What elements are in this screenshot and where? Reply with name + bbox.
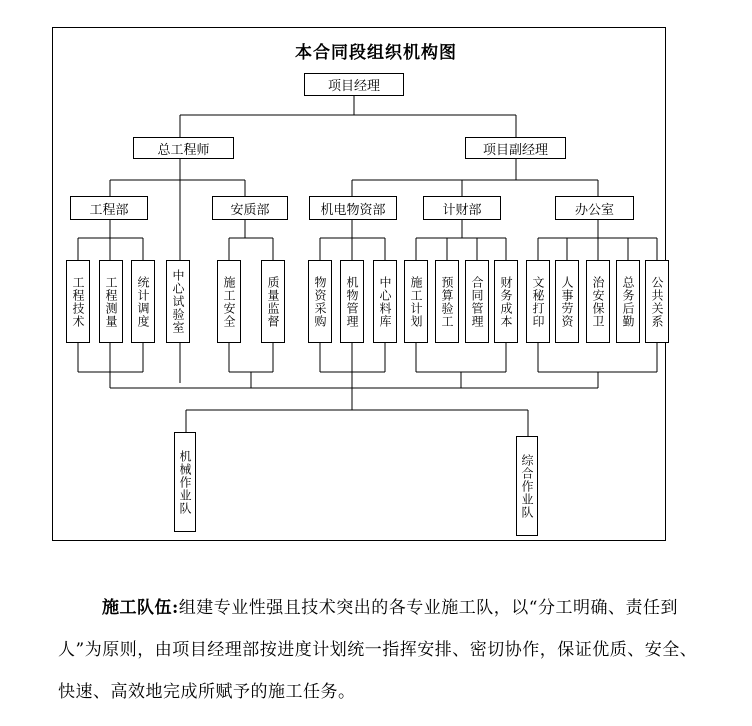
unit-security — [586, 260, 610, 343]
unit-label: 治安保卫 — [591, 275, 605, 328]
unit-central-warehouse — [373, 260, 397, 343]
unit-label: 文秘打印 — [531, 275, 545, 328]
unit-equipment-mgmt — [340, 260, 364, 343]
unit-engineering-tech — [66, 260, 90, 343]
team-label: 机械作业队 — [178, 449, 192, 515]
diagram-title: 本合同段组织机构图 — [295, 43, 457, 63]
paragraph-lead: 施工队伍: — [102, 598, 179, 618]
unit-procurement — [308, 260, 332, 343]
unit-finance-cost — [494, 260, 518, 343]
unit-label: 总务后勤 — [621, 275, 635, 328]
unit-contract-mgmt — [465, 260, 489, 343]
paragraph-text: 组建专业性强且技术突出的各专业施工队，以“分工明确、责任到人”为原则，由项目经理部按进度计划统一指挥安排、密切协作，保证优质、安全、快速、高效地完成所赋予的施工任务。 — [58, 598, 698, 702]
unit-label: 工程测量 — [104, 275, 118, 328]
unit-hr — [555, 260, 579, 343]
unit-quality-supervision — [261, 260, 285, 343]
unit-label: 施工安全 — [222, 275, 236, 328]
team-mechanical — [174, 432, 196, 532]
unit-label: 机物管理 — [345, 275, 359, 328]
unit-label: 中心料库 — [378, 275, 392, 328]
unit-construction-safety — [217, 260, 241, 343]
unit-budget — [435, 260, 459, 343]
unit-label: 施工计划 — [409, 275, 423, 328]
unit-surveying — [99, 260, 123, 343]
node-engineering-dept: 工程部 — [70, 196, 148, 220]
construction-team-paragraph — [58, 587, 706, 713]
unit-label: 中心试验室 — [171, 269, 185, 334]
node-deputy-manager: 项目副经理 — [465, 137, 566, 159]
unit-label: 合同管理 — [470, 275, 484, 328]
unit-public-relations — [645, 260, 669, 343]
node-finance-dept: 计财部 — [423, 196, 501, 220]
unit-label: 物资采购 — [313, 275, 327, 328]
unit-label: 人事劳资 — [560, 275, 574, 328]
team-general — [516, 436, 538, 536]
unit-logistics — [616, 260, 640, 343]
node-project-manager: 项目经理 — [304, 73, 404, 96]
unit-label: 质量监督 — [266, 275, 280, 328]
unit-secretarial — [526, 260, 550, 343]
unit-dispatch — [131, 260, 155, 343]
unit-label: 统计调度 — [136, 275, 150, 328]
unit-test-lab — [166, 260, 190, 343]
node-materials-dept: 机电物资部 — [309, 196, 397, 220]
unit-label: 工程技术 — [71, 275, 85, 328]
unit-label: 财务成本 — [499, 275, 513, 328]
node-office: 办公室 — [555, 196, 634, 220]
unit-label: 公共关系 — [650, 275, 664, 328]
unit-construction-plan — [404, 260, 428, 343]
node-chief-engineer: 总工程师 — [133, 137, 234, 159]
node-safety-quality-dept: 安质部 — [212, 196, 288, 220]
team-label: 综合作业队 — [520, 453, 534, 519]
unit-label: 预算验工 — [440, 275, 454, 328]
